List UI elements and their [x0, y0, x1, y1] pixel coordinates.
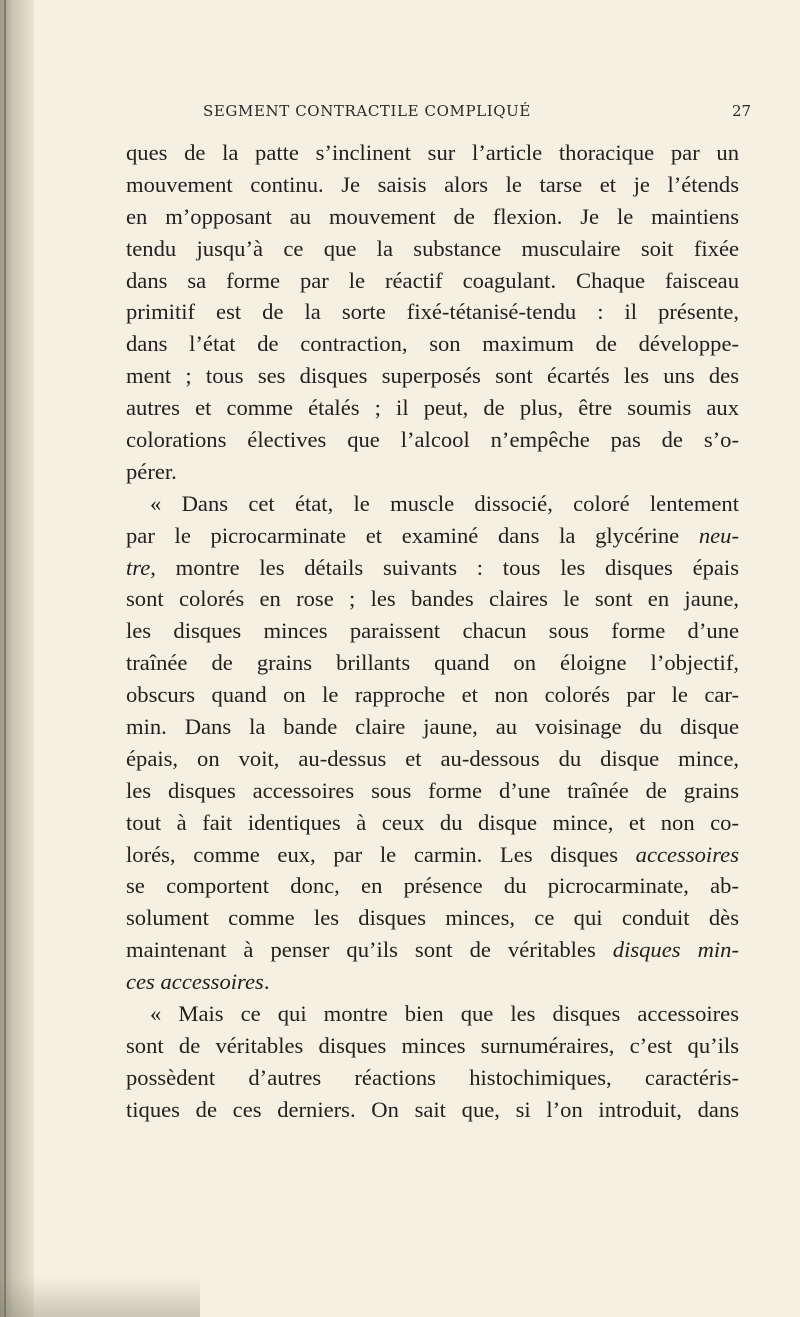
text-line: « Mais ce qui montre bien que les disques accessoires	[150, 1001, 739, 1027]
text-line: ques de la patte s’inclinent sur l’article thoracique par un	[126, 140, 739, 165]
page-shadow	[0, 1277, 200, 1317]
italic-text: accessoires	[635, 841, 739, 867]
text-line	[126, 520, 739, 552]
text-line: mouvement continu. Je saisis alors le tarse et je l’étends	[126, 171, 739, 197]
italic-text: ces accessoires	[126, 969, 264, 995]
text-line: ment ; tous ses disques superposés sont écartés les uns des	[126, 363, 739, 389]
text-line	[126, 934, 739, 966]
page-number: 27	[732, 102, 752, 120]
text-line: en m’opposant au mouvement de flexion. Je le maintiens	[126, 203, 739, 229]
text-line: se comportent donc, en présence du picrocarminate, ab-	[126, 873, 739, 899]
text-line: min. Dans la bande claire jaune, au voisinage du disque	[126, 714, 739, 740]
italic-text: tre	[126, 554, 151, 580]
italic-text: disques min-	[612, 937, 739, 963]
text-line: « Dans cet état, le muscle dissocié, coloré lentement	[150, 490, 739, 516]
text-line: épais, on voit, au-dessus et au-dessous du disque mince,	[126, 745, 739, 771]
line-text: lorés, comme eux, par le carmin. Les disques	[126, 841, 636, 867]
text-line: les disques accessoires sous forme d’une traînée de grains	[126, 777, 739, 803]
text-line: primitif est de la sorte fixé-tétanisé-tendu : il présente,	[126, 299, 739, 325]
running-head: SEGMENT CONTRACTILE COMPLIQUÉ	[203, 102, 531, 120]
line-text: maintenant à penser qu’ils sont de véritables	[126, 937, 613, 963]
text-line: colorations électives que l’alcool n’empêche pas de s’o-	[126, 427, 739, 453]
page-header	[0, 102, 800, 126]
binding-edge	[4, 0, 6, 1317]
text-line: tendu jusqu’à ce que la substance musculaire soit fixée	[126, 235, 739, 261]
text-line	[126, 839, 739, 871]
line-text: , montre les détails suivants : tous les disques épais	[150, 554, 739, 580]
text-line: sont colorés en rose ; les bandes claires le sont en jaune,	[126, 586, 739, 612]
text-line: possèdent d’autres réactions histochimiques, caractéris-	[126, 1064, 739, 1090]
text-line	[126, 966, 739, 998]
text-line: traînée de grains brillants quand on éloigne l’objectif,	[126, 650, 739, 676]
text-line: dans l’état de contraction, son maximum de développe-	[126, 331, 739, 357]
text-line: les disques minces paraissent chacun sous forme d’une	[126, 618, 739, 644]
line-text: .	[263, 969, 270, 995]
text-line: solument comme les disques minces, ce qui conduit dès	[126, 905, 739, 931]
text-line: dans sa forme par le réactif coagulant. Chaque faisceau	[126, 267, 739, 293]
text-line: tout à fait identiques à ceux du disque mince, et non co-	[126, 809, 739, 835]
text-line: obscurs quand on le rapproche et non colorés par le car-	[126, 682, 739, 708]
text-line	[126, 552, 739, 584]
text-line: tiques de ces derniers. On sait que, si l’on introduit, dans	[126, 1096, 739, 1122]
body-text	[126, 137, 739, 1126]
line-text: par le picrocarminate et examiné dans la glycérine	[126, 522, 699, 548]
text-line: pérer.	[126, 458, 177, 484]
italic-text: neu-	[698, 522, 739, 548]
text-line: sont de véritables disques minces surnuméraires, c’est qu’ils	[126, 1032, 739, 1058]
text-line: autres et comme étalés ; il peut, de plus, être soumis aux	[126, 395, 739, 421]
